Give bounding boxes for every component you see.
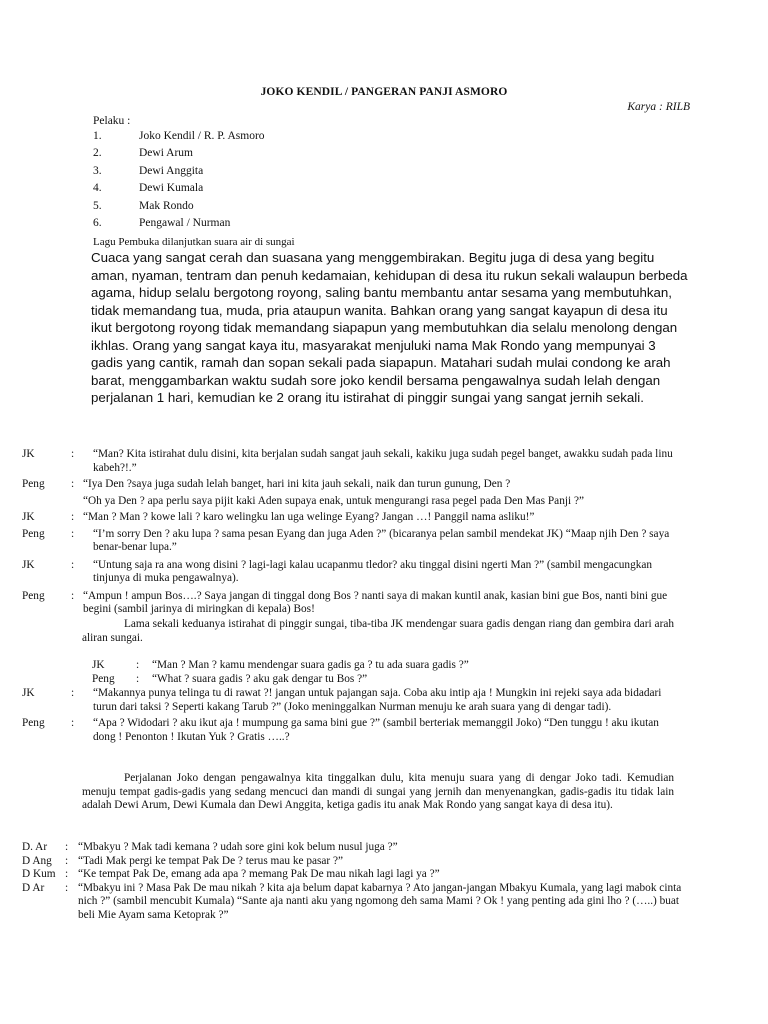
dialogue-line [22, 868, 682, 882]
dialogue-text: “Untung saja ra ana wong disini ? lagi-lagi kalau ucapanmu tledor? aku tinggal disini ngerti Man ?” (sambil mengacungkan tinjunya di muka pengawalnya). [93, 558, 653, 584]
dialogue-line [22, 841, 682, 855]
stage-direction-intro: Lagu Pembuka dilanjutkan suara air di sungai [93, 236, 295, 248]
colon: : [71, 717, 75, 729]
dialogue-text: “Tadi Mak pergi ke tempat Pak De ? terus mau ke pasar ?” [78, 854, 344, 867]
cast-name: Dewi Anggita [139, 164, 204, 177]
colon: : [65, 841, 69, 853]
colon [71, 495, 83, 509]
dialogue-block-inset [92, 659, 652, 686]
dialogue-text: “Man ? Man ? kamu mendengar suara gadis ga ? tu ada suara gadis ?” [152, 659, 469, 671]
colon: : [65, 868, 69, 880]
colon: : [71, 448, 75, 460]
cast-name: Joko Kendil / R. P. Asmoro [139, 130, 265, 142]
speaker-label: D Ang [22, 854, 52, 867]
narration-transition-1: Lama sekali keduanya istirahat di pinggir sungai, tiba-tiba JK mendengar suara gadis dengan riang dan gembira dari arah aliran sungai. [82, 618, 674, 644]
cast-item [93, 147, 265, 164]
cast-number: 5. [93, 199, 102, 212]
dialogue-text: “Mbakyu ini ? Masa Pak De mau nikah ? kita aja belum dapat kabarnya ? Ato jangan-jangan Mbakyu Kumala, yang lagi mabok cinta nich ?” (sambil mencubit Kumala) “Sante aja nanti aku yang ngomong deh sama Mami ? Ok ! yang penting ada gini lho ? (…..) buat beli Mie Ayam sama Ketoprak ?” [78, 881, 682, 921]
dialogue-line [22, 687, 682, 714]
cast-item [93, 200, 265, 217]
dialogue-text: “Ampun ! ampun Bos….? Saya jangan di tinggal dong Bos ? nanti saya di makan kuntil anak, kasian bini gue Bos, nanti bini gue begini (sambil jarinya di miringkan di kepala) Bos! [83, 589, 668, 615]
dialogue-line [92, 659, 652, 673]
narration-transition-2: Perjalanan Joko dengan pengawalnya kita tinggalkan dulu, kita menuju suara yang di dengar Joko tadi. Kemudian menuju tempat gadis-gadis yang sedang mencuci dan mandi di sungai yang jernih dan menyenangkan, gadis-gadis itu tidak lain adalah Dewi Arum, Dewi Kumala dan Dewi Anggita, ketiga gadis itu anak Mak Rondo yang sangat kaya di desa itu). [82, 772, 674, 811]
dialogue-text: “What ? suara gadis ? aku gak dengar tu Bos ?” [152, 672, 368, 685]
colon: : [71, 589, 75, 602]
dialogue-text: “Mbakyu ? Mak tadi kemana ? udah sore gini kok belum nusul juga ?” [78, 841, 398, 853]
dialogue-text: “Iya Den ?saya juga sudah lelah banget, hari ini kita jauh sekali, naik dan turun gunung, Den ? [83, 478, 511, 490]
dialogue-text: “Makannya punya telinga tu di rawat ?! jangan untuk pajangan saja. Coba aku intip aja ! Mungkin ini rejeki saya ada bidadari turun dari taksi ? Seperti kakang Tarub ?” (Joko meninggalkan Nurman menuju ke arah suara yang di dengar tadi). [93, 687, 662, 713]
narration-paragraph: Cuaca yang sangat cerah dan suasana yang menggembirakan. Begitu juga di desa yang begitu aman, nyaman, tentram dan penuh kedamaian, kehidupan di desa itu rukun sekali walaupun berbeda agama, hidup selalu bergotong royong, saling bantu membantu antar sesama yang membutuhkan, tidak memandang tua, muda, pria ataupun wanita. Bahkan orang yang sangat kayapun di desa itu ikut bergotong royong tidak memandang siapapun yang membutuhkan dia selalu menolong dengan ikhlas. Orang yang sangat kaya itu, masyarakat menjuluki nama Mak Rondo yang mempunyai 3 gadis yang cantik, ramah dan sopan sekali pada siapapun. Matahari sudah mulai condong ke arah barat, menggambarkan waktu sudah sore joko kendil bersama pengawalnya sudah lelah dengan perjalanan 1 hari, kemudian ke 2 orang itu istirahat di pinggir sungai yang sangat jernih sekali. [91, 250, 688, 405]
speaker-label: D Ar [22, 881, 45, 894]
document-title: JOKO KENDIL / PANGERAN PANJI ASMORO [260, 86, 508, 98]
dialogue-line [22, 528, 682, 555]
dialogue-line [22, 511, 682, 525]
cast-item [93, 165, 265, 182]
dialogue-line [22, 590, 682, 617]
colon: : [71, 478, 75, 490]
colon: : [65, 854, 69, 867]
dialogue-text: “Man ? Man ? kowe lali ? karo welingku lan uga welinge Eyang? Jangan …! Panggil nama asliku!” [83, 511, 535, 523]
speaker-label: JK [22, 448, 35, 460]
colon: : [65, 881, 69, 894]
dialogue-line [92, 673, 652, 687]
colon: : [71, 527, 75, 540]
dialogue-text: “Man? Kita istirahat dulu disini, kita berjalan sudah sangat jauh sekali, kakiku juga sudah pegel banget, awakku sudah pada linu kabeh?!.” [93, 448, 673, 474]
speaker-label: Peng [22, 527, 45, 540]
dialogue-block-3 [22, 841, 682, 922]
dialogue-line [22, 478, 682, 492]
speaker-label: JK [22, 687, 35, 699]
dialogue-line [22, 717, 682, 744]
colon: : [136, 659, 140, 671]
dialogue-text: “I’m sorry Den ? aku lupa ? sama pesan Eyang dan juga Aden ?” (bicaranya pelan sambil mendekat JK) “Maap njih Den ? saya benar-benar lupa.” [93, 527, 670, 553]
speaker-label [22, 495, 71, 509]
cast-name: Pengawal / Nurman [139, 216, 231, 229]
speaker-label: JK [22, 558, 35, 571]
cast-number: 2. [93, 147, 102, 160]
author-credit: Karya : RILB [627, 101, 690, 113]
speaker-label: D. Ar [22, 841, 48, 853]
dialogue-block-2 [22, 687, 682, 744]
cast-number: 1. [93, 130, 102, 142]
cast-name: Mak Rondo [139, 199, 194, 212]
speaker-label: Peng [22, 478, 45, 490]
cast-name: Dewi Kumala [139, 182, 204, 195]
dialogue-block-1 [22, 448, 682, 617]
dialogue-text: “Apa ? Widodari ? aku ikut aja ! mumpung ga sama bini gue ?” (sambil berteriak memanggil Joko) “Den tunggu ! aku ikutan dong ! Penonton ! Ikutan Yuk ? Gratis …..? [93, 717, 659, 743]
dialogue-line [22, 882, 682, 923]
speaker-label: Peng [22, 717, 45, 729]
cast-number: 6. [93, 216, 102, 229]
cast-number: 3. [93, 164, 102, 177]
colon: : [71, 511, 75, 523]
dialogue-line [22, 448, 682, 475]
cast-name: Dewi Arum [139, 147, 193, 160]
speaker-label: Peng [92, 672, 115, 685]
cast-list [93, 130, 265, 234]
cast-heading: Pelaku : [93, 115, 131, 127]
dialogue-line [22, 855, 682, 869]
colon: : [71, 687, 75, 699]
colon: : [136, 672, 140, 685]
speaker-label: Peng [22, 589, 45, 602]
cast-item [93, 130, 265, 147]
speaker-label: JK [22, 511, 35, 523]
dialogue-text: “Ke tempat Pak De, emang ada apa ? memang Pak De mau nikah lagi lagi ya ?” [78, 868, 440, 880]
speaker-label: D Kum [22, 868, 56, 880]
cast-item [93, 182, 265, 199]
cast-number: 4. [93, 182, 102, 195]
speaker-label: JK [92, 659, 105, 671]
dialogue-text: “Oh ya Den ? apa perlu saya pijit kaki Aden supaya enak, untuk mengurangi rasa pegel pada Den Mas Panji ?” [83, 494, 584, 507]
dialogue-line [22, 559, 682, 586]
cast-item [93, 217, 265, 234]
colon: : [71, 558, 75, 571]
dialogue-line [22, 495, 682, 509]
